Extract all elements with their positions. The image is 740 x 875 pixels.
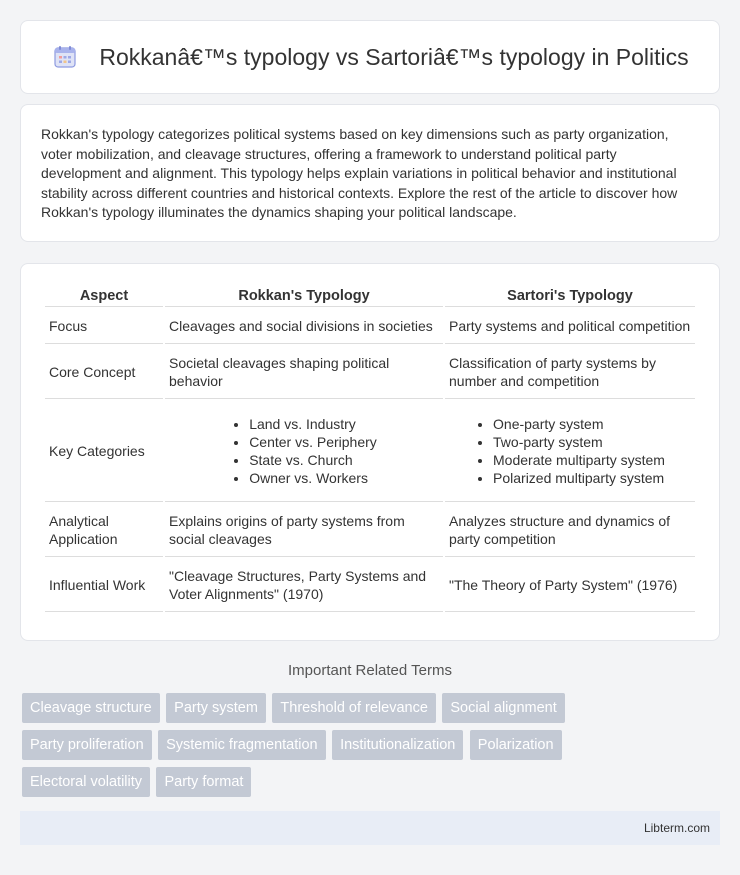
related-term-tag[interactable]: Systemic fragmentation (158, 730, 326, 760)
row-sartori: Analyzes structure and dynamics of party competition (445, 504, 695, 557)
row-rokkan: Explains origins of party systems from social cleavages (165, 504, 443, 557)
table-row (45, 401, 695, 502)
row-aspect: Core Concept (45, 346, 163, 399)
list-item: • Polarized multiparty system (493, 469, 665, 487)
row-rokkan (165, 401, 443, 502)
row-sartori: Classification of party systems by number and competition (445, 346, 695, 399)
header-rokkan: Rokkan's Typology (165, 286, 443, 307)
row-rokkan: Cleavages and social divisions in societies (165, 309, 443, 344)
related-term-tag[interactable]: Social alignment (442, 693, 564, 723)
related-terms-title: Important Related Terms (288, 662, 452, 679)
calendar-icon (51, 43, 79, 71)
list-item: • Moderate multiparty system (493, 451, 665, 469)
table-row (45, 309, 695, 344)
row-aspect: Analytical Application (45, 504, 163, 557)
row-aspect: Focus (45, 309, 163, 344)
table-row (45, 346, 695, 399)
row-rokkan: "Cleavage Structures, Party Systems and Voter Alignments" (1970) (165, 559, 443, 612)
row-sartori (445, 401, 695, 502)
intro-card (20, 104, 720, 242)
table-row (45, 559, 695, 612)
footer (20, 811, 720, 845)
list-item: • Land vs. Industry (249, 415, 377, 433)
related-term-tag[interactable]: Party proliferation (22, 730, 152, 760)
list-item: • Center vs. Periphery (249, 433, 377, 451)
table-row (45, 504, 695, 557)
rokkan-category-list (231, 415, 377, 487)
related-term-tag[interactable]: Party system (166, 693, 266, 723)
list-item: • One-party system (493, 415, 665, 433)
related-term-tag[interactable]: Threshold of relevance (272, 693, 436, 723)
row-rokkan: Societal cleavages shaping political behavior (165, 346, 443, 399)
related-term-tag[interactable]: Cleavage structure (22, 693, 160, 723)
sartori-category-list (475, 415, 665, 487)
list-item: • Owner vs. Workers (249, 469, 377, 487)
row-sartori: Party systems and political competition (445, 309, 695, 344)
comparison-card (20, 263, 720, 641)
related-terms-list (22, 693, 722, 804)
related-term-tag[interactable]: Polarization (470, 730, 562, 760)
header-sartori: Sartori's Typology (445, 286, 695, 307)
row-aspect: Key Categories (45, 401, 163, 502)
list-item: • Two-party system (493, 433, 665, 451)
intro-paragraph: Rokkan's typology categorizes political systems based on key dimensions such as party organization, voter mobilization, and cleavage structures, offering a framework to understand political party development and alignment. This typology helps explain variations in political behavior and institutional stability across different countries and historical contexts. Explore the rest of the article to discover how Rokkan's typology illuminates the dynamics shaping your political landscape. (41, 126, 678, 220)
related-term-tag[interactable]: Party format (156, 767, 251, 797)
page-title: Rokkanâ€™s typology vs Sartoriâ€™s typology in Politics (99, 43, 689, 70)
related-term-tag[interactable]: Electoral volatility (22, 767, 150, 797)
footer-site-link[interactable]: Libterm.com (643, 821, 710, 835)
row-sartori: "The Theory of Party System" (1976) (445, 559, 695, 612)
list-item: • State vs. Church (249, 451, 377, 469)
title-card (20, 20, 720, 94)
row-aspect: Influential Work (45, 559, 163, 612)
comparison-table (43, 284, 697, 614)
header-aspect: Aspect (45, 286, 163, 307)
related-term-tag[interactable]: Institutionalization (332, 730, 463, 760)
table-header-row (45, 286, 695, 307)
